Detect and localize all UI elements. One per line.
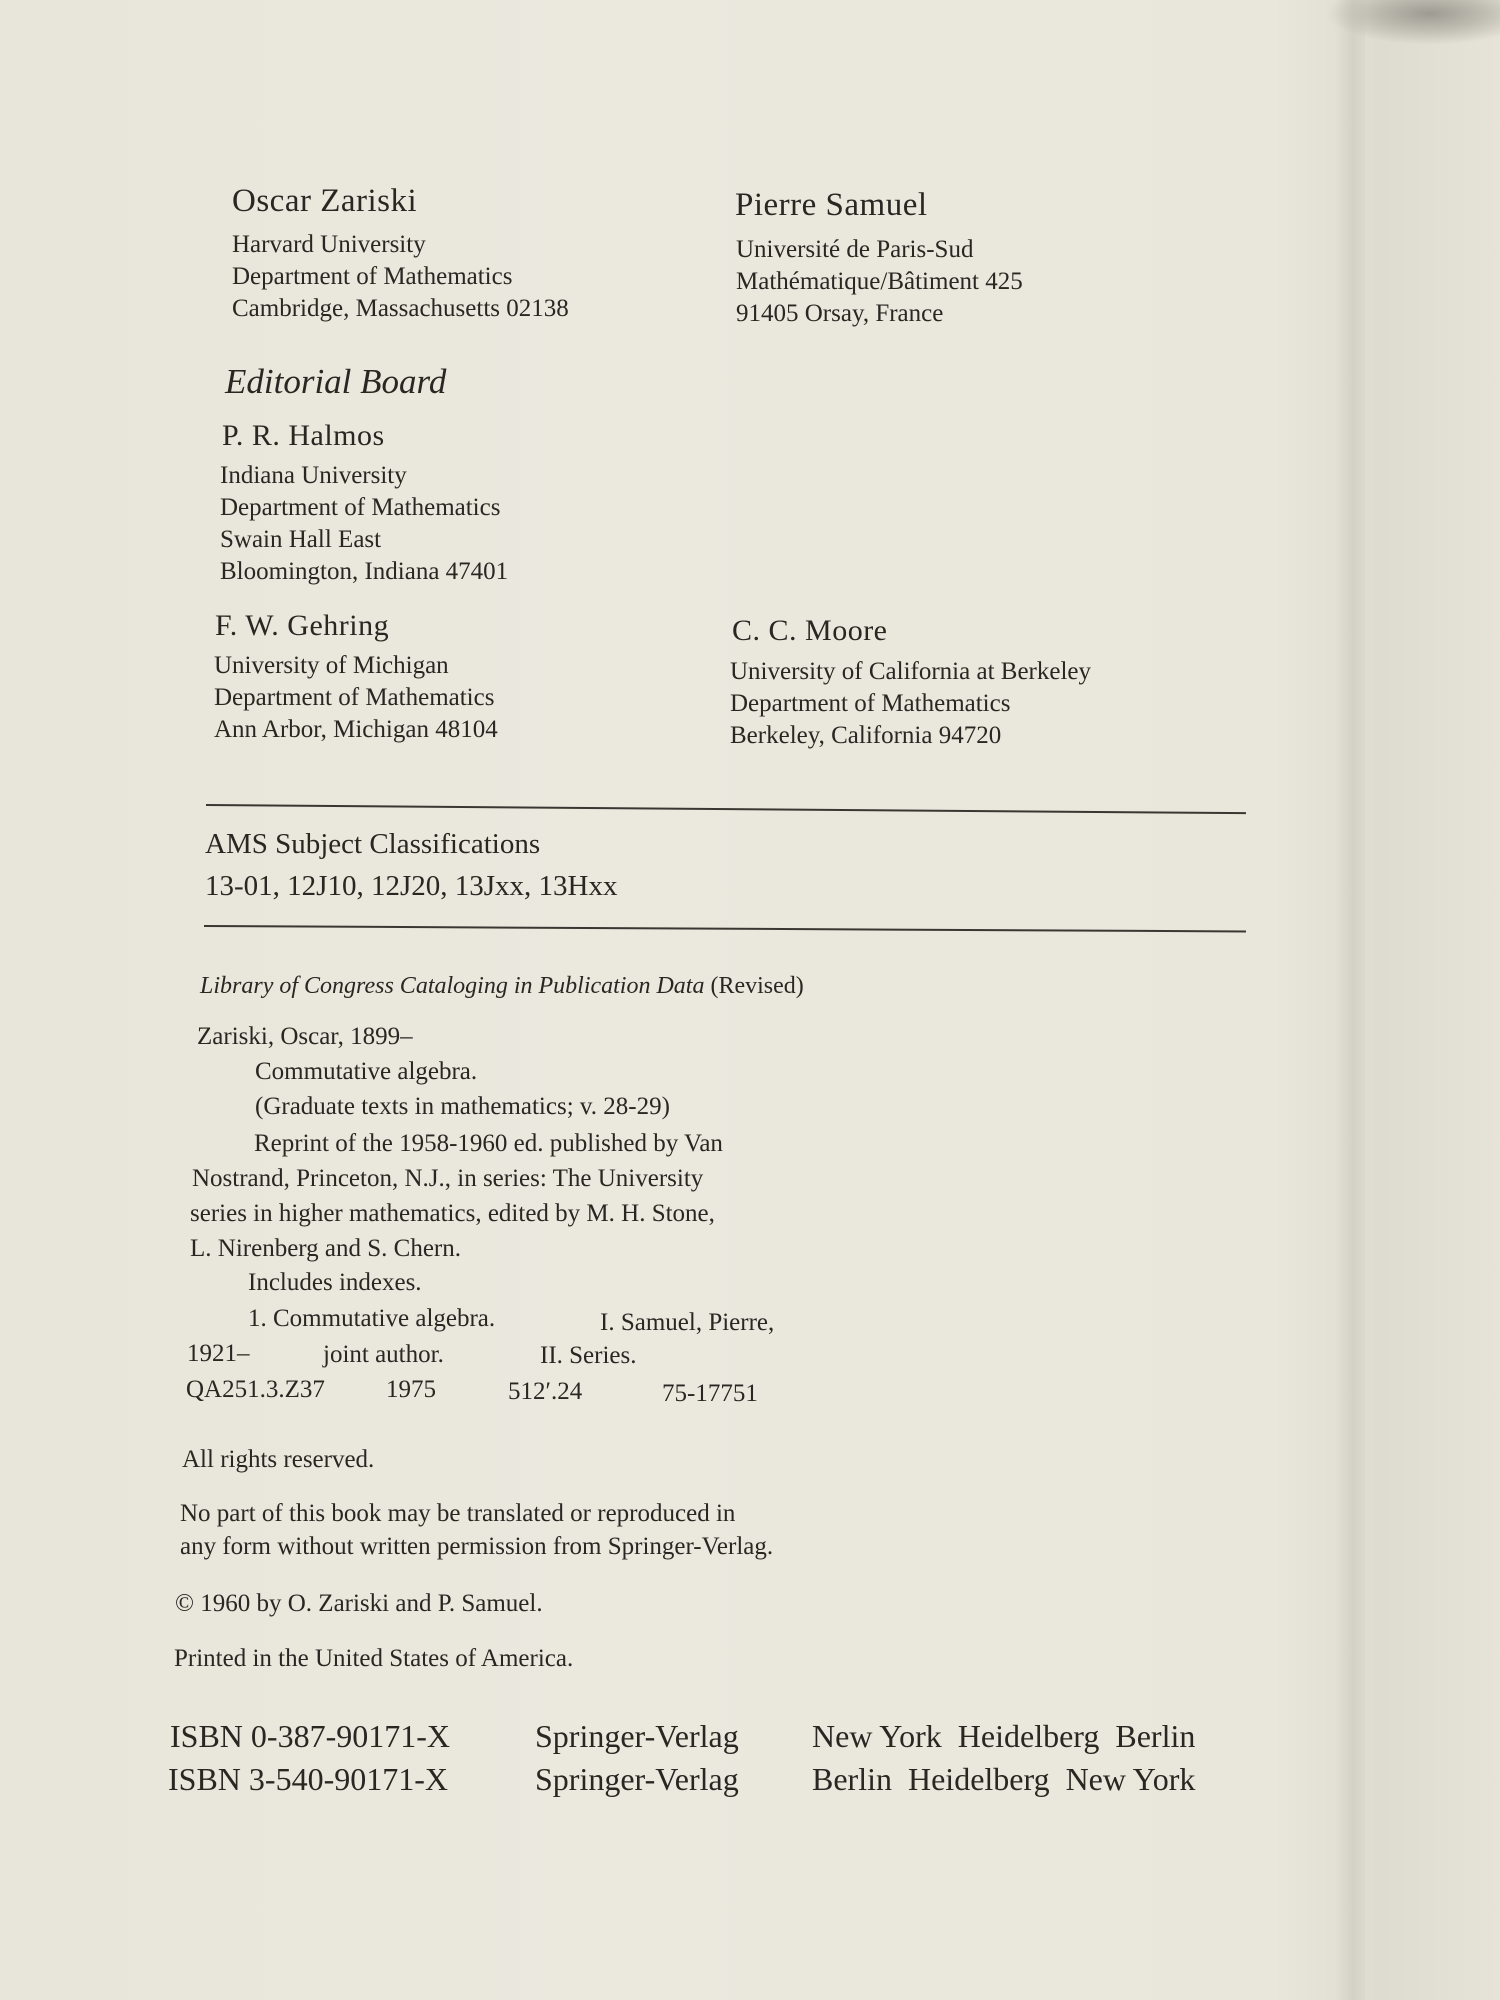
- address-line: Berkeley, California 94720: [730, 722, 1002, 749]
- notice-line: any form without written permission from Springer-Verlag.: [180, 1533, 774, 1560]
- catalog-joint-author: joint author.: [323, 1341, 444, 1368]
- editor-address-halmos: [220, 460, 508, 588]
- catalog-author-line: Zariski, Oscar, 1899–: [197, 1023, 413, 1050]
- divider-bottom: [204, 925, 1246, 932]
- isbn-number: ISBN 0-387-90171-X: [170, 1718, 450, 1754]
- cataloging-title-suffix: (Revised): [710, 973, 804, 999]
- catalog-title-line: Commutative algebra.: [255, 1058, 478, 1085]
- address-line: Harvard University: [232, 231, 426, 258]
- editor-name-gehring: F. W. Gehring: [215, 609, 390, 642]
- catalog-subject-1: 1. Commutative algebra.: [248, 1305, 496, 1332]
- isbn-row: [168, 1761, 1195, 1798]
- catalog-series-line: (Graduate texts in mathematics; v. 28-29): [255, 1093, 670, 1120]
- catalog-note-line: Nostrand, Princeton, N.J., in series: The University: [192, 1165, 704, 1192]
- address-line: University of Michigan: [214, 652, 449, 679]
- editor-name-moore: C. C. Moore: [732, 614, 888, 647]
- catalog-note-line: L. Nirenberg and S. Chern.: [190, 1235, 462, 1262]
- ams-codes: 13-01, 12J10, 12J20, 13Jxx, 13Hxx: [205, 870, 618, 902]
- isbn-cities: New York Heidelberg Berlin: [812, 1718, 1196, 1754]
- page-gutter-shadow: [1335, 0, 1365, 2000]
- cataloging-title-italic: Library of Congress Cataloging in Publication Data: [200, 973, 705, 999]
- notice-line: No part of this book may be translated or reproduced in: [180, 1500, 736, 1527]
- address-line: Department of Mathematics: [214, 684, 495, 711]
- catalog-birth-year: 1921–: [187, 1340, 250, 1367]
- address-line: Université de Paris-Sud: [736, 236, 974, 263]
- isbn-row: [170, 1718, 1195, 1755]
- catalog-call-number: QA251.3.Z37: [186, 1376, 325, 1403]
- catalog-year: 1975: [386, 1376, 436, 1403]
- catalog-dewey: 512′.24: [508, 1378, 583, 1405]
- address-line: Ann Arbor, Michigan 48104: [214, 716, 498, 743]
- catalog-note-line: series in higher mathematics, edited by M. H. Stone,: [190, 1200, 715, 1227]
- isbn-publisher: Springer-Verlag: [535, 1718, 739, 1754]
- catalog-lccn: 75-17751: [662, 1380, 758, 1407]
- reproduction-notice: [180, 1497, 773, 1563]
- ams-title: AMS Subject Classifications: [205, 828, 541, 860]
- editor-address-gehring: [214, 650, 498, 746]
- author-name-zariski: Oscar Zariski: [232, 183, 418, 219]
- address-line: Department of Mathematics: [220, 494, 501, 521]
- address-line: Bloomington, Indiana 47401: [220, 558, 509, 585]
- catalog-series-entry: II. Series.: [540, 1342, 637, 1369]
- author-name-samuel: Pierre Samuel: [735, 187, 928, 223]
- author-address-samuel: [736, 234, 1023, 330]
- author-address-zariski: [232, 229, 569, 325]
- address-line: University of California at Berkeley: [730, 658, 1091, 685]
- cataloging-title: [200, 973, 804, 1000]
- editor-name-halmos: P. R. Halmos: [222, 419, 385, 452]
- copyright-line: © 1960 by O. Zariski and P. Samuel.: [175, 1590, 543, 1617]
- printed-in-line: Printed in the United States of America.: [174, 1645, 574, 1672]
- isbn-number: ISBN 3-540-90171-X: [168, 1761, 448, 1797]
- catalog-indexes-line: Includes indexes.: [248, 1269, 422, 1296]
- editorial-board-heading: Editorial Board: [225, 362, 447, 401]
- isbn-publisher: Springer-Verlag: [535, 1761, 739, 1797]
- address-line: Indiana University: [220, 462, 407, 489]
- corner-stain: [1325, 0, 1500, 45]
- catalog-subject-samuel: I. Samuel, Pierre,: [600, 1309, 775, 1336]
- rights-reserved: All rights reserved.: [182, 1446, 375, 1473]
- address-line: Cambridge, Massachusetts 02138: [232, 295, 569, 322]
- editor-address-moore: [730, 656, 1091, 752]
- address-line: Mathématique/Bâtiment 425: [736, 268, 1023, 295]
- catalog-note-line: Reprint of the 1958-1960 ed. published by Van: [254, 1130, 723, 1157]
- address-line: Department of Mathematics: [730, 690, 1011, 717]
- address-line: 91405 Orsay, France: [736, 300, 944, 327]
- divider-top: [206, 804, 1246, 814]
- isbn-cities: Berlin Heidelberg New York: [812, 1761, 1196, 1797]
- address-line: Swain Hall East: [220, 526, 382, 553]
- address-line: Department of Mathematics: [232, 263, 513, 290]
